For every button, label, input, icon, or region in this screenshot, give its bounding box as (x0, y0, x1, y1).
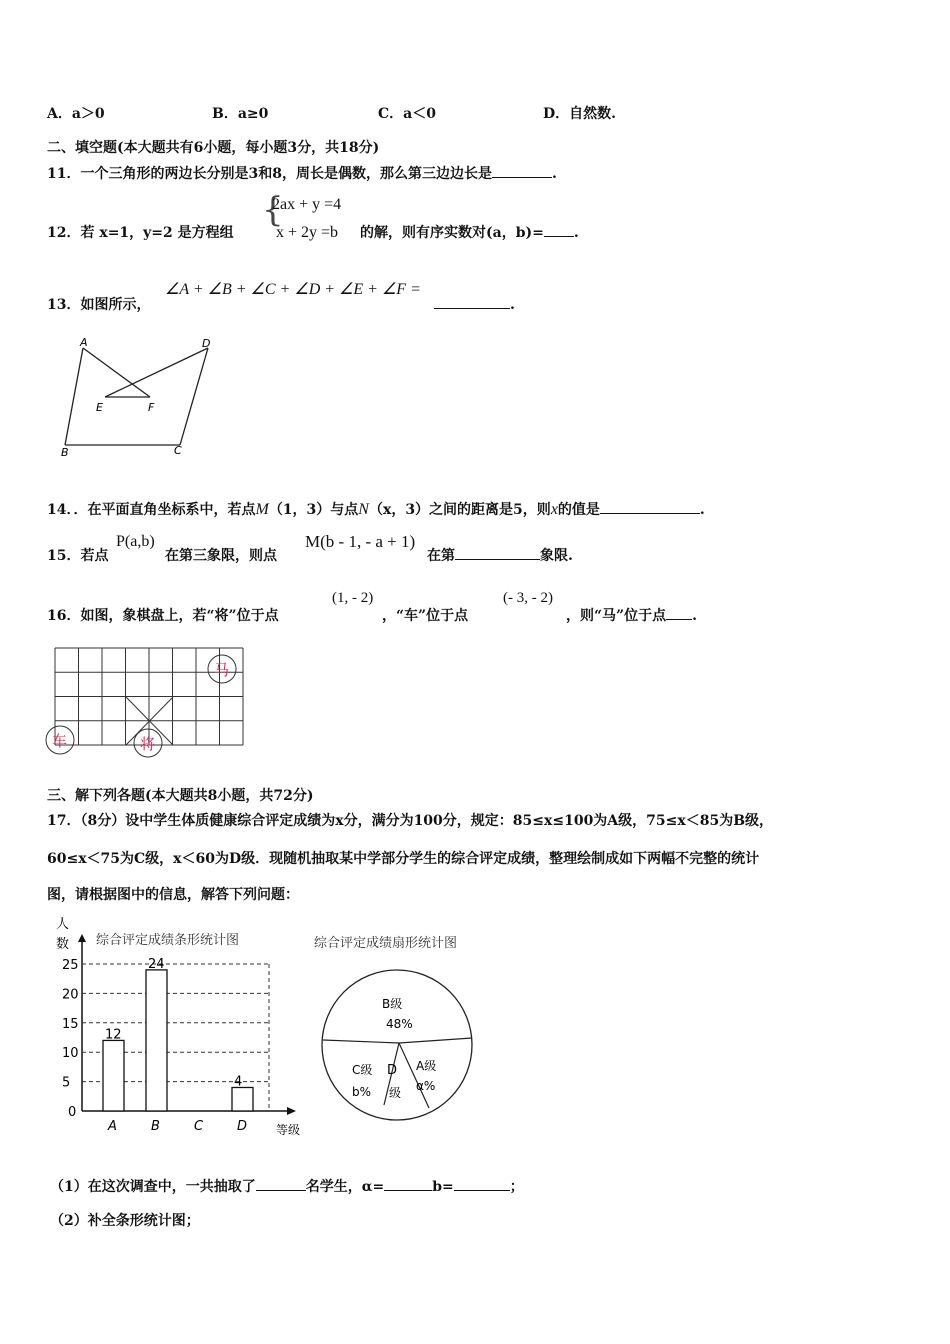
option-c: C．a＜0 (378, 106, 436, 122)
answer-blank (434, 294, 510, 309)
q14-end: . (699, 502, 705, 518)
bar-value-label: 4 (234, 1074, 243, 1090)
q15-pre: 15．若点 (47, 548, 109, 564)
answer-blank (492, 163, 552, 178)
q15-post (427, 545, 573, 565)
option-d: D．自然数. (543, 106, 617, 122)
piece-jiang: 将 (140, 735, 156, 753)
q12-post (360, 222, 579, 242)
bar-chart (56, 917, 300, 1137)
section-3-heading: 三、解下列各题(本大题共8小题，共72分) (47, 788, 314, 804)
label-b: B (61, 446, 69, 459)
y-tick-label: 5 (62, 1075, 71, 1091)
q14-pre: 14．．在平面直角坐标系中，若点 (47, 502, 256, 518)
slice-percent: α% (416, 1079, 436, 1093)
pie-chart (314, 935, 472, 1120)
bar-D (232, 1087, 253, 1111)
x-tick-label: A (108, 1119, 117, 1134)
slice-name: B级 (382, 997, 403, 1011)
answer-blank (544, 222, 574, 237)
q14-x: x (550, 501, 558, 518)
question-14 (47, 499, 705, 519)
piece-ma: 马 (214, 661, 230, 679)
q11-text: 11．一个三角形的两边长分别是3和8，周长是偶数，那么第三边边长是 (47, 166, 492, 182)
answer-blank (454, 1176, 510, 1191)
q11-end: . (551, 166, 557, 182)
q17-line2: 60≤x＜75为C级，x＜60为D级．现随机抽取某中学部分学生的综合评定成绩，整理绘制成如下两幅不完整的统计 (47, 851, 760, 867)
q13-figure (50, 335, 230, 465)
q15-mid: 在第三象限，则点 (165, 548, 277, 564)
q12-post-text: 的解，则有序实数对(a，b)= (360, 225, 544, 241)
q17-sub2: （2）补全条形统计图； (50, 1213, 200, 1229)
q16-pre: 16．如图，象棋盘上，若“将”位于点 (47, 608, 279, 624)
label-c: C (174, 444, 182, 457)
q14-nc: （x，3）之间的距离是5，则 (368, 502, 551, 518)
q13-blank (434, 294, 515, 313)
q14-n: N (358, 501, 369, 518)
q15-p: P(a,b) (116, 533, 155, 550)
x-tick-label: B (151, 1119, 160, 1134)
stat-charts (44, 912, 494, 1142)
q17-sub1 (50, 1176, 524, 1196)
y-tick-label: 25 (62, 958, 79, 973)
label-a: A (80, 336, 88, 349)
slice-name: D (387, 1063, 398, 1078)
q16-coord-jiang: (1, - 2) (332, 590, 374, 606)
answer-blank (455, 545, 540, 560)
y-tick-label: 0 (68, 1105, 77, 1120)
slice-percent: 48% (386, 1017, 413, 1031)
bar-value-label: 12 (105, 1027, 122, 1043)
y-tick-label: 15 (62, 1016, 79, 1032)
bar-value-label: 24 (148, 956, 165, 972)
y-tick-label: 10 (62, 1046, 79, 1062)
q14-m: M (255, 501, 269, 518)
piece-che: 车 (52, 732, 68, 750)
q15-post-text: 在第 (427, 548, 455, 564)
q12-pre: 12．若 x=1，y=2 是方程组 (47, 225, 234, 241)
y-axis-label: 数 (56, 937, 70, 952)
q15-m: M(b - 1, - a + 1) (305, 532, 416, 551)
q14-mc: （1，3）与点 (268, 502, 359, 518)
label-d: D (202, 337, 211, 350)
q13-expr: ∠A + ∠B + ∠C + ∠D + ∠E + ∠F = (165, 281, 421, 298)
option-b: B．a≥0 (212, 106, 269, 122)
slice-name: A级 (416, 1059, 437, 1073)
q17-line1: 17．（8分）设中学生体质健康综合评定成绩为x分，满分为100分，规定：85≤x≤100为A级，75≤x＜85为B级， (47, 813, 774, 829)
q16-coord-che: (- 3, - 2) (503, 590, 553, 606)
answer-blank (666, 605, 692, 620)
chess-board (40, 640, 255, 760)
y-axis-label: 人 (56, 917, 70, 932)
q14-post: 的值是 (557, 502, 600, 518)
section-2-heading: 二、填空题(本大题共有6小题，每小题3分，共18分) (47, 140, 380, 156)
option-a: A．a＞0 (47, 106, 105, 122)
q16-mid: ，“车”位于点 (382, 608, 469, 624)
label-e: E (96, 401, 103, 414)
q12-end: . (573, 225, 579, 241)
q12-eq1: 2ax + y =4 (272, 196, 342, 213)
answer-blank (384, 1176, 432, 1191)
pie-chart-title: 综合评定成绩扇形统计图 (314, 936, 458, 951)
x-tick-label: D (237, 1119, 248, 1134)
s1-c: b= (432, 1179, 454, 1195)
slice-percent: b% (352, 1085, 372, 1099)
q17-line3: 图，请根据图中的信息，解答下列问题： (47, 887, 299, 903)
q16-end: . (692, 608, 697, 624)
label-f: F (148, 401, 155, 414)
q13-end: . (510, 297, 515, 313)
s1-a: （1）在这次调查中，一共抽取了 (50, 1179, 256, 1195)
s1-b: 名学生，α= (305, 1179, 385, 1195)
q13-pre: 13．如图所示， (47, 297, 151, 313)
q16-post (566, 605, 697, 625)
brace: { (262, 190, 284, 230)
x-axis-label: 等级 (276, 1123, 301, 1137)
answer-blank (256, 1176, 306, 1191)
bar-A (103, 1040, 124, 1111)
x-axis-arrow (287, 1107, 296, 1115)
q15-end: 象限. (540, 548, 573, 564)
answer-blank (600, 499, 700, 514)
x-tick-label: C (194, 1119, 204, 1134)
q12-eq2: x + 2y =b (276, 224, 339, 241)
s1-d: ； (509, 1179, 524, 1195)
bar-B (146, 970, 167, 1111)
bar-chart-title: 综合评定成绩条形统计图 (96, 933, 240, 948)
q16-post-text: ，则“马”位于点 (566, 608, 667, 624)
slice-name: C级 (352, 1063, 373, 1077)
slice-name: 级 (389, 1086, 402, 1100)
question-11 (47, 163, 557, 183)
y-tick-label: 20 (62, 987, 79, 1003)
y-axis-arrow (78, 934, 86, 942)
